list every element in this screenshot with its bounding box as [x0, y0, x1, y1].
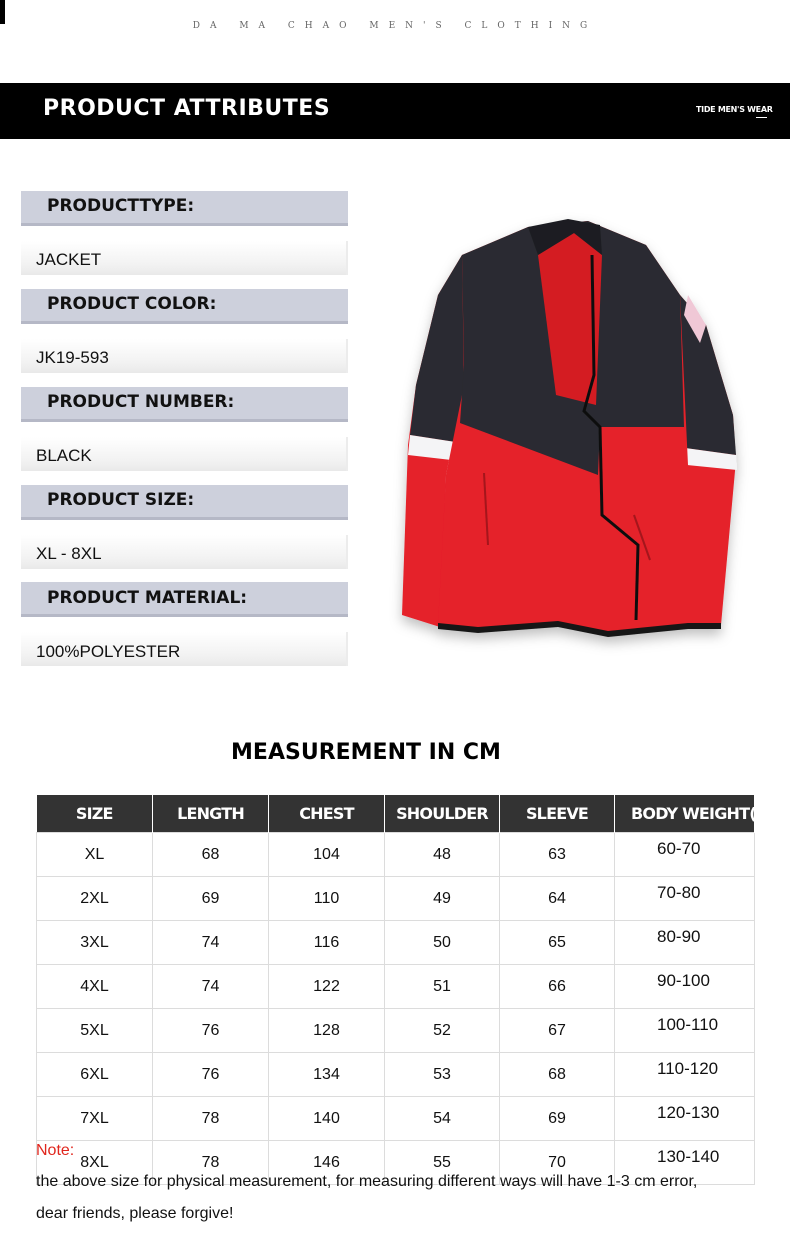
column-header-body-weight: BODY WEIGHT(KG [615, 795, 755, 833]
table-cell: 78 [153, 1097, 269, 1141]
table-cell: 110 [269, 877, 385, 921]
attr-label-product-size: PRODUCT SIZE: [47, 490, 195, 510]
table-row [37, 877, 755, 921]
table-header-row [37, 795, 755, 833]
table-cell: 120-130 [615, 1097, 755, 1141]
table-cell: 78 [153, 1141, 269, 1185]
column-header-size: SIZE [37, 795, 153, 833]
attr-value-product-type: JACKET [36, 250, 102, 269]
header-tag: TIDE MEN'S WEAR [696, 105, 773, 114]
table-cell: 116 [269, 921, 385, 965]
table-cell: 69 [153, 877, 269, 921]
table-cell: 60-70 [615, 833, 755, 877]
table-cell: 4XL [37, 965, 153, 1009]
table-cell: 68 [500, 1053, 615, 1097]
attr-label-product-number: PRODUCT NUMBER: [47, 392, 235, 412]
table-cell: 8XL [37, 1141, 153, 1185]
table-row [37, 1053, 755, 1097]
column-header-chest: CHEST [269, 795, 385, 833]
brand-tagline: DA MA CHAO MEN'S CLOTHING [192, 21, 598, 31]
table-cell: 104 [269, 833, 385, 877]
attr-value-product-size: XL - 8XL [36, 544, 102, 563]
note-text-line-1: the above size for physical measurement, for measuring different ways will have 1-3 cm error, [36, 1173, 698, 1190]
attr-value-product-material: 100%POLYESTER [36, 642, 181, 661]
table-cell: 3XL [37, 921, 153, 965]
table-cell: 6XL [37, 1053, 153, 1097]
table-cell: 122 [269, 965, 385, 1009]
table-cell: 100-110 [615, 1009, 755, 1053]
table-cell: 55 [385, 1141, 500, 1185]
table-cell: 146 [269, 1141, 385, 1185]
attr-value-product-number: BLACK [36, 446, 92, 465]
table-cell: 70 [500, 1141, 615, 1185]
table-cell: 130-140 [615, 1141, 755, 1185]
table-cell: 74 [153, 921, 269, 965]
attr-label-product-type: PRODUCTTYPE: [47, 196, 195, 216]
table-cell: XL [37, 833, 153, 877]
table-cell: 68 [153, 833, 269, 877]
table-cell: 74 [153, 965, 269, 1009]
table-cell: 63 [500, 833, 615, 877]
table-row [37, 965, 755, 1009]
column-header-sleeve: SLEEVE [500, 795, 615, 833]
column-header-shoulder: SHOULDER [385, 795, 500, 833]
table-cell: 65 [500, 921, 615, 965]
note-label: Note: [36, 1142, 75, 1159]
section-title: PRODUCT ATTRIBUTES [43, 96, 331, 121]
size-chart-table [36, 795, 780, 1185]
measurement-title: MEASUREMENT IN CM [231, 740, 501, 765]
table-cell: 76 [153, 1053, 269, 1097]
attr-value-product-color: JK19-593 [36, 348, 109, 367]
table-cell: 52 [385, 1009, 500, 1053]
attr-label-product-material: PRODUCT MATERIAL: [47, 588, 248, 608]
table-cell: 49 [385, 877, 500, 921]
table-row [37, 833, 755, 877]
table-cell: 67 [500, 1009, 615, 1053]
table-cell: 134 [269, 1053, 385, 1097]
attr-label-product-color: PRODUCT COLOR: [47, 294, 217, 314]
table-row [37, 921, 755, 965]
table-cell: 48 [385, 833, 500, 877]
table-cell: 53 [385, 1053, 500, 1097]
table-row [37, 1009, 755, 1053]
header-tag-underline [756, 117, 767, 118]
table-cell: 51 [385, 965, 500, 1009]
table-cell: 5XL [37, 1009, 153, 1053]
table-cell: 140 [269, 1097, 385, 1141]
table-cell: 76 [153, 1009, 269, 1053]
table-cell: 80-90 [615, 921, 755, 965]
table-cell: 90-100 [615, 965, 755, 1009]
note-text-line-2: dear friends, please forgive! [36, 1205, 234, 1222]
table-cell: 128 [269, 1009, 385, 1053]
column-header-length: LENGTH [153, 795, 269, 833]
table-cell: 54 [385, 1097, 500, 1141]
table-cell: 64 [500, 877, 615, 921]
table-cell: 70-80 [615, 877, 755, 921]
table-row [37, 1097, 755, 1141]
table-cell: 2XL [37, 877, 153, 921]
table-cell: 50 [385, 921, 500, 965]
table-cell: 7XL [37, 1097, 153, 1141]
table-cell: 69 [500, 1097, 615, 1141]
table-cell: 66 [500, 965, 615, 1009]
jacket-product-image [388, 215, 748, 640]
table-cell: 110-120 [615, 1053, 755, 1097]
